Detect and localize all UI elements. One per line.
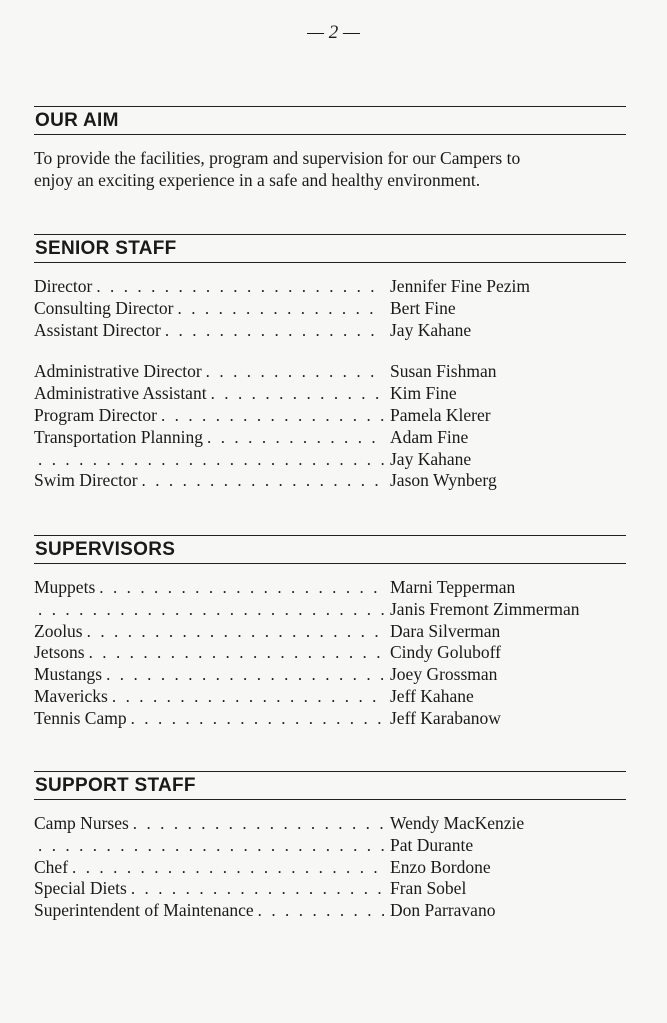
staff-name: Susan Fishman [390, 361, 497, 382]
staff-row [34, 320, 626, 342]
role-label: Consulting Director [34, 297, 174, 318]
section-rule-bottom [34, 799, 626, 800]
staff-row [34, 577, 626, 599]
staff-row [34, 813, 626, 835]
staff-name: Jeff Kahane [390, 685, 474, 706]
role-label: Zoolus [34, 620, 83, 641]
dot-leader [174, 298, 385, 320]
support-staff-heading: SUPPORT STAFF [35, 775, 196, 796]
staff-name: Wendy MacKenzie [390, 813, 525, 833]
staff-row [34, 835, 626, 857]
role-label: Administrative Assistant [34, 383, 207, 404]
staff-name: Jason Wynberg [390, 470, 497, 491]
staff-row [34, 599, 626, 621]
dot-leader [129, 813, 384, 835]
section-rule-bottom [34, 563, 626, 564]
section-rule-bottom [34, 262, 626, 263]
support-staff-list [34, 813, 626, 922]
role-label: Swim Director [34, 470, 138, 491]
staff-row [34, 621, 626, 643]
role-label: Director [34, 276, 93, 296]
staff-name: Don Parravano [390, 900, 496, 921]
staff-row [34, 878, 626, 900]
staff-row [34, 361, 626, 383]
staff-name: Marni Tepperman [390, 577, 516, 597]
dot-leader [203, 427, 384, 449]
staff-name: Fran Sobel [390, 878, 467, 899]
staff-row [34, 298, 626, 320]
staff-name: Pat Durante [390, 834, 474, 855]
role-label: Mavericks [34, 685, 108, 706]
senior-staff-heading: SENIOR STAFF [35, 238, 177, 259]
supervisors-list [34, 577, 626, 730]
staff-name: Enzo Bordone [390, 856, 491, 877]
supervisors-section [34, 535, 626, 730]
staff-row [34, 664, 626, 686]
aim-paragraph [34, 147, 626, 191]
staff-row [34, 427, 626, 449]
dot-leader [34, 835, 384, 857]
senior-staff-section [34, 234, 626, 492]
role-label: Administrative Director [34, 361, 202, 382]
dot-leader [85, 642, 384, 664]
role-label: Mustangs [34, 664, 103, 685]
role-label: Muppets [34, 577, 96, 597]
staff-row [34, 686, 626, 708]
our-aim-heading: OUR AIM [35, 110, 119, 131]
dot-leader [254, 900, 384, 922]
dot-leader [83, 621, 384, 643]
dot-leader [92, 276, 384, 298]
dot-leader [127, 878, 384, 900]
dot-leader [207, 383, 384, 405]
staff-row [34, 642, 626, 664]
dot-leader [34, 449, 384, 471]
staff-name: Jennifer Fine Pezim [390, 276, 530, 296]
staff-name: Dara Silverman [390, 620, 501, 641]
aim-line-1: To provide the facilities, program and supervision for our Campers to [34, 148, 521, 168]
senior-staff-list [34, 276, 626, 492]
staff-row [34, 900, 626, 922]
staff-row [34, 470, 626, 492]
role-label: Chef [34, 856, 69, 877]
dot-leader [95, 577, 384, 599]
staff-name: Pamela Klerer [390, 404, 491, 425]
dot-leader [102, 664, 384, 686]
page-number: — 2 — [307, 22, 360, 43]
role-label: Tennis Camp [34, 707, 127, 728]
role-label: Transportation Planning [34, 426, 204, 447]
staff-row [34, 857, 626, 879]
staff-name: Joey Grossman [390, 664, 498, 685]
support-staff-section [34, 771, 626, 922]
staff-row [34, 276, 626, 298]
staff-name: Jay Kahane [390, 448, 472, 469]
section-rule-bottom [34, 134, 626, 135]
dot-leader [68, 857, 384, 879]
role-label: Camp Nurses [34, 813, 129, 833]
role-label: Jetsons [34, 642, 85, 663]
staff-name: Jay Kahane [390, 319, 472, 340]
dot-leader [157, 405, 384, 427]
staff-name: Kim Fine [390, 383, 457, 404]
staff-name: Janis Fremont Zimmerman [390, 598, 580, 619]
staff-row [34, 708, 626, 730]
staff-name: Jeff Karabanow [390, 707, 501, 728]
role-label: Superintendent of Maintenance [34, 900, 254, 921]
dot-leader [108, 686, 384, 708]
dot-leader [161, 320, 384, 342]
dot-leader [202, 361, 384, 383]
aim-line-2: enjoy an exciting experience in a safe and healthy environment. [34, 170, 481, 190]
role-label: Special Diets [34, 878, 127, 899]
staff-name: Bert Fine [390, 297, 456, 318]
our-aim-section [34, 106, 626, 191]
dot-leader [138, 470, 384, 492]
staff-name: Cindy Goluboff [390, 642, 501, 663]
staff-name: Adam Fine [390, 426, 469, 447]
dot-leader [34, 599, 384, 621]
staff-row [34, 449, 626, 471]
staff-row [34, 405, 626, 427]
staff-row [34, 383, 626, 405]
dot-leader [127, 708, 384, 730]
supervisors-heading: SUPERVISORS [35, 539, 176, 560]
role-label: Program Director [34, 404, 157, 425]
role-label: Assistant Director [34, 319, 161, 340]
